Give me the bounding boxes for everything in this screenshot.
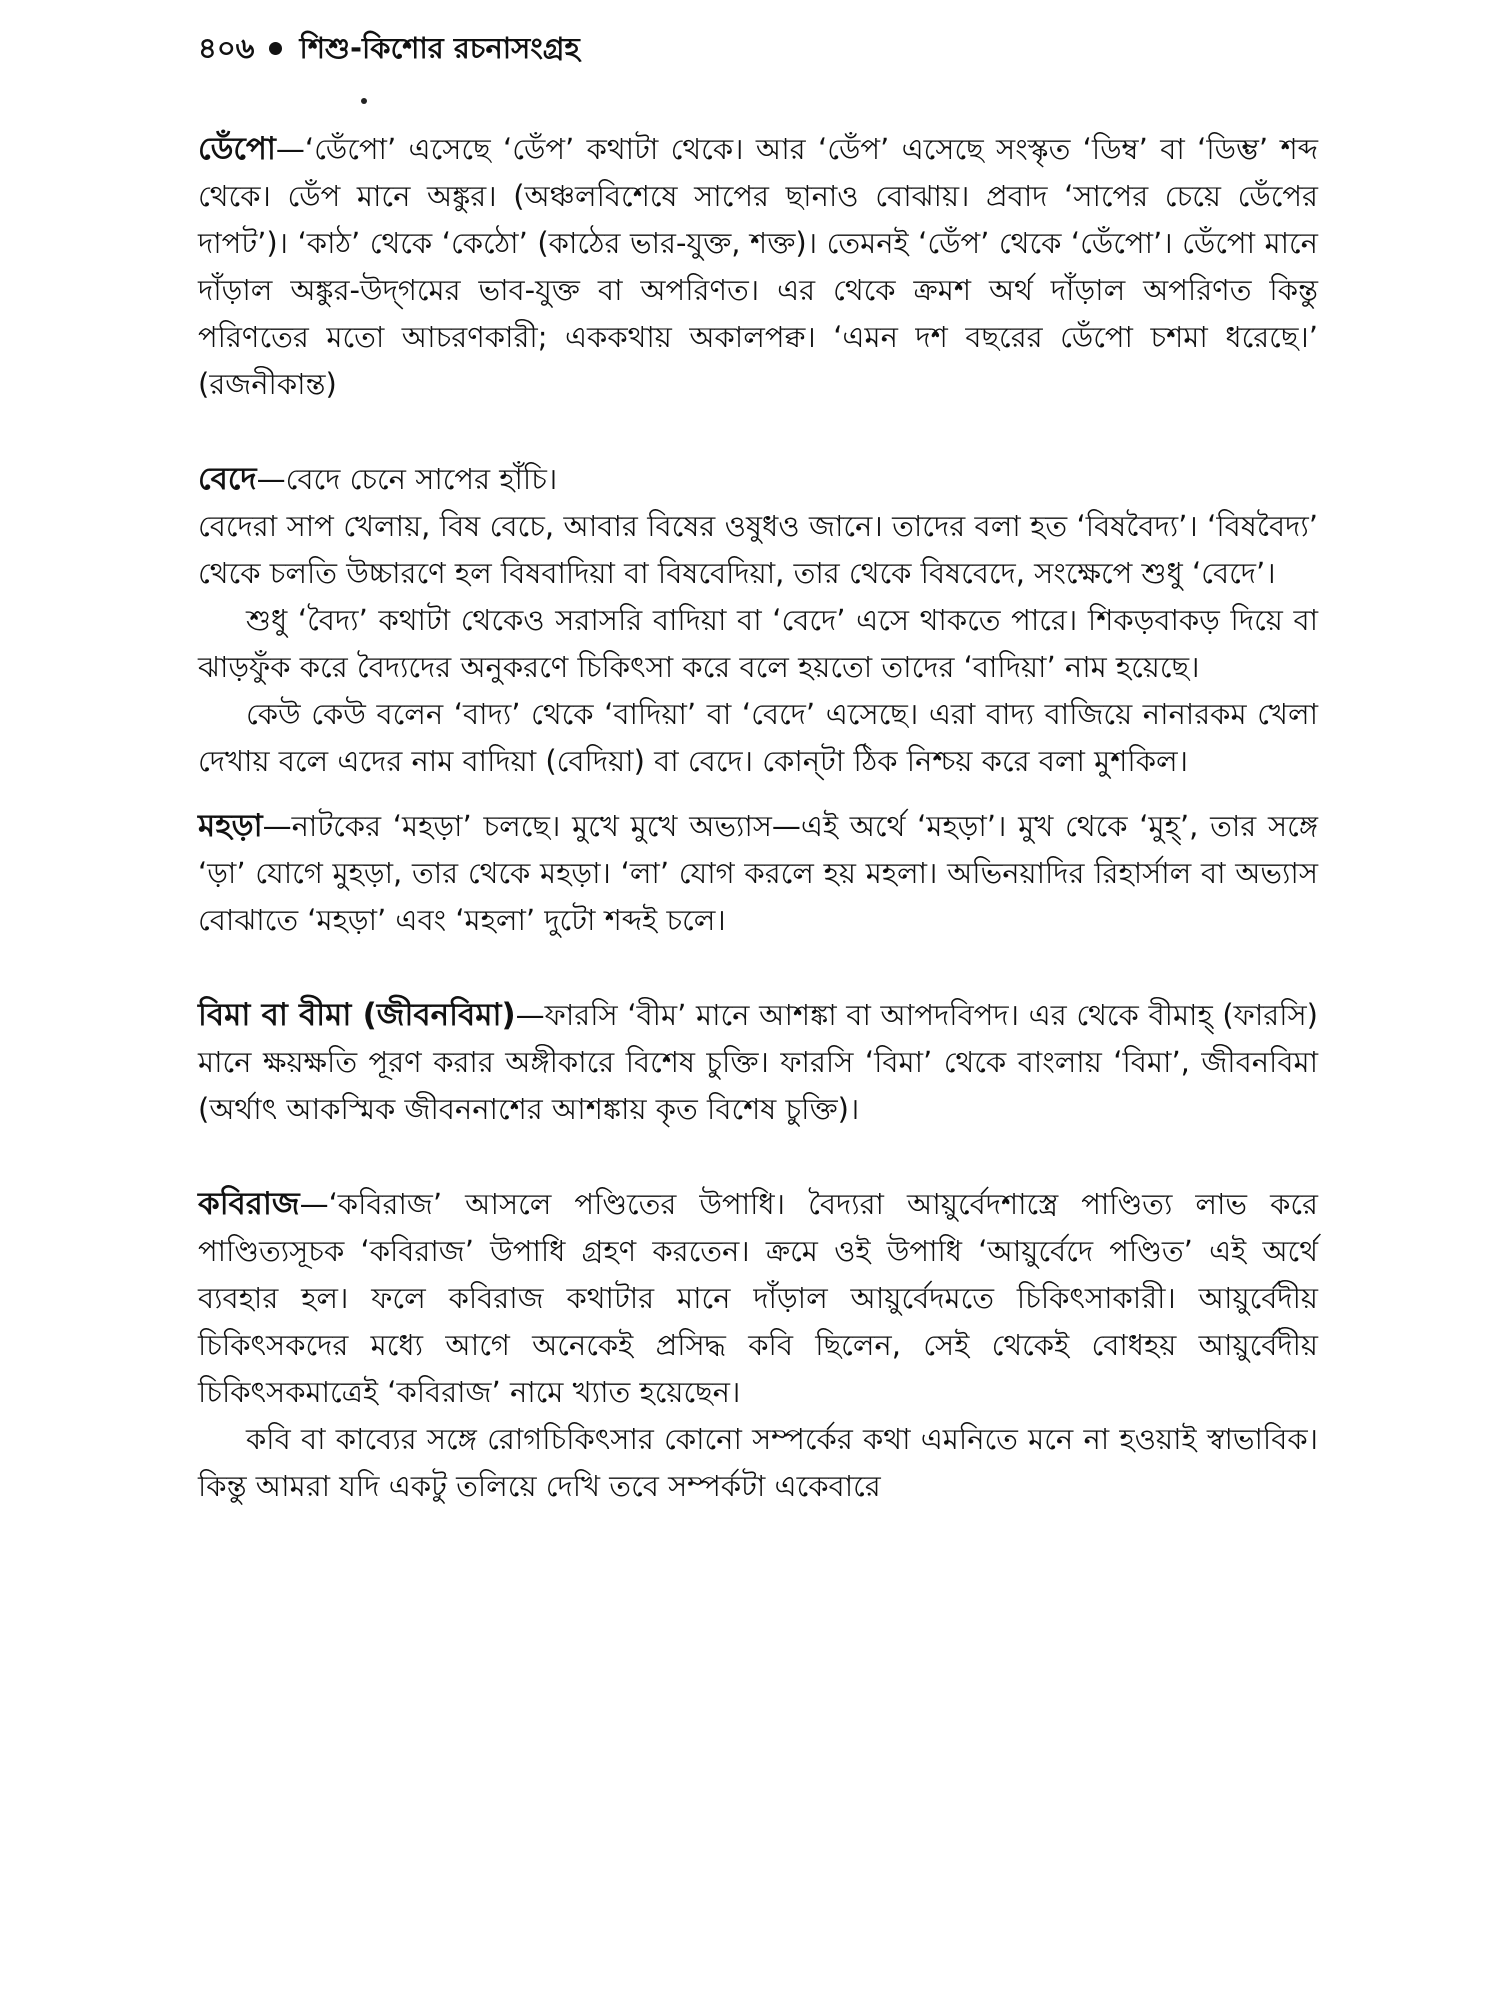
entry-mohra xyxy=(198,803,1318,944)
entry-paragraph: বেদেরা সাপ খেলায়, বিষ বেচে, আবার বিষের ওষুধও জানে। তাদের বলা হত ‘বিষবৈদ্য’। ‘বিষবৈদ্য’ থেকে চলতি উচ্চারণে হল বিষবাদিয়া বা বিষবেদিয়া, তার থেকে বিষবেদে, সংক্ষেপে শুধু ‘বেদে’। xyxy=(198,509,1318,590)
page-number: ৪০৬ xyxy=(198,31,255,65)
bullet-icon xyxy=(269,42,282,55)
entry-text: —‘কবিরাজ’ আসলে পণ্ডিতের উপাধি। বৈদ্যরা আয়ুর্বেদশাস্ত্রে পাণ্ডিত্য লাভ করে পাণ্ডিত্যসূচক ‘কবিরাজ’ উপাধি গ্রহণ করতেন। ক্রমে ওই উপাধি ‘আয়ুর্বেদে পণ্ডিত’ এই অর্থে ব্যবহার হল। ফলে কবিরাজ কথাটার মানে দাঁড়াল আয়ুর্বেদমতে চিকিৎসাকারী। আয়ুর্বেদীয় চিকিৎসকদের মধ্যে আগে অনেকেই প্রসিদ্ধ কবি ছিলেন, সেই থেকেই বোধহয় আয়ুর্বেদীয় চিকিৎসকমাত্রেই ‘কবিরাজ’ নামে খ্যাত হয়েছেন। xyxy=(198,1187,1318,1409)
entry-headword: বেদে xyxy=(198,461,257,497)
glossary-entries xyxy=(198,126,1318,1510)
entry-bima xyxy=(198,992,1318,1133)
entry-headword: কবিরাজ xyxy=(198,1186,300,1222)
book-title: শিশু-কিশোর রচনাসংগ্রহ xyxy=(299,31,580,65)
entry-paragraph xyxy=(198,803,1318,944)
entry-separator xyxy=(198,785,1318,803)
entry-paragraph xyxy=(198,456,1318,503)
entry-paragraph: শুধু ‘বৈদ্য’ কথাটা থেকেও সরাসরি বাদিয়া বা ‘বেদে’ এসে থাকতে পারে। শিকড়বাকড় দিয়ে বা ঝাড়ফুঁক করে বৈদ্যদের অনুকরণে চিকিৎসা করে বলে হয়তো তাদের ‘বাদিয়া’ নাম হয়েছে। xyxy=(198,603,1318,684)
entry-text: —বেদে চেনে সাপের হাঁচি। xyxy=(256,462,558,496)
entry-paragraph: কবি বা কাব্যের সঙ্গে রোগচিকিৎসার কোনো সম্পর্কের কথা এমনিতে মনে না হওয়াই স্বাভাবিক। কিন্তু আমরা যদি একটু তলিয়ে দেখি তবে সম্পর্কটা একেবারে xyxy=(198,1422,1318,1503)
entry-text: —নাটকের ‘মহড়া’ চলছে। মুখে মুখে অভ্যাস—এই অর্থে ‘মহড়া’। মুখ থেকে ‘মুহ্‌’, তার সঙ্গে ‘ড়া’ যোগে মুহড়া, তার থেকে মহড়া। ‘লা’ যোগ করলে হয় মহলা। অভিনয়াদির রিহার্সাল বা অভ্যাস বোঝাতে ‘মহড়া’ এবং ‘মহলা’ দুটো শব্দই চলে। xyxy=(198,809,1318,937)
entry-bede xyxy=(198,456,1318,785)
entry-kabiraj xyxy=(198,1181,1318,1510)
entry-separator xyxy=(198,1133,1318,1181)
entry-headword: বিমা বা বীমা (জীবনবিমা) xyxy=(198,997,516,1033)
entry-headword: ডেঁপো xyxy=(198,131,276,167)
entry-paragraph xyxy=(198,1181,1318,1416)
book-page xyxy=(198,26,1318,1976)
entry-text: —ফারসি ‘বীম’ মানে আশঙ্কা বা আপদবিপদ। এর থেকে বীমাহ্‌ (ফারসি) মানে ক্ষয়ক্ষতি পূরণ করার অঙ্গীকারে বিশেষ চুক্তি। ফারসি ‘বিমা’ থেকে বাংলায় ‘বিমা’, জীবনবিমা (অর্থাৎ আকস্মিক জীবননাশের আশঙ্কায় কৃত বিশেষ চুক্তি)। xyxy=(198,998,1318,1126)
entry-paragraph: কেউ কেউ বলেন ‘বাদ্য’ থেকে ‘বাদিয়া’ বা ‘বেদে’ এসেছে। এরা বাদ্য বাজিয়ে নানারকম খেলা দেখায় বলে এদের নাম বাদিয়া (বেদিয়া) বা বেদে। কোন্‌টা ঠিক নিশ্চয় করে বলা মুশকিল। xyxy=(198,697,1318,778)
entry-paragraph xyxy=(198,126,1318,408)
entry-text: —‘ডেঁপো’ এসেছে ‘ডেঁপ’ কথাটা থেকে। আর ‘ডেঁপ’ এসেছে সংস্কৃত ‘ডিম্ব’ বা ‘ডিম্ভ’ শব্দ থেকে। ডেঁপ মানে অঙ্কুর। (অঞ্চলবিশেষে সাপের ছানাও বোঝায়। প্রবাদ ‘সাপের চেয়ে ডেঁপের দাপট’)। ‘কাঠ’ থেকে ‘কেঠো’ (কাঠের ভার-যুক্ত, শক্ত)। তেমনই ‘ডেঁপ’ থেকে ‘ডেঁপো’। ডেঁপো মানে দাঁড়াল অঙ্কুর-উদ্‌গমের ভাব-যুক্ত বা অপরিণত। এর থেকে ক্রমশ অর্থ দাঁড়াল অপরিণত কিন্তু পরিণতের মতো আচরণকারী; এককথায় অকালপক্ব। ‘এমন দশ বছরের ডেঁপো চশমা ধরেছে।’ (রজনীকান্ত) xyxy=(198,132,1318,401)
entry-separator xyxy=(198,944,1318,992)
ink-speck xyxy=(361,98,367,104)
entry-denpo xyxy=(198,126,1318,408)
running-header xyxy=(198,26,1318,70)
entry-paragraph xyxy=(198,992,1318,1133)
entry-separator xyxy=(198,408,1318,456)
entry-headword: মহড়া xyxy=(198,808,263,844)
